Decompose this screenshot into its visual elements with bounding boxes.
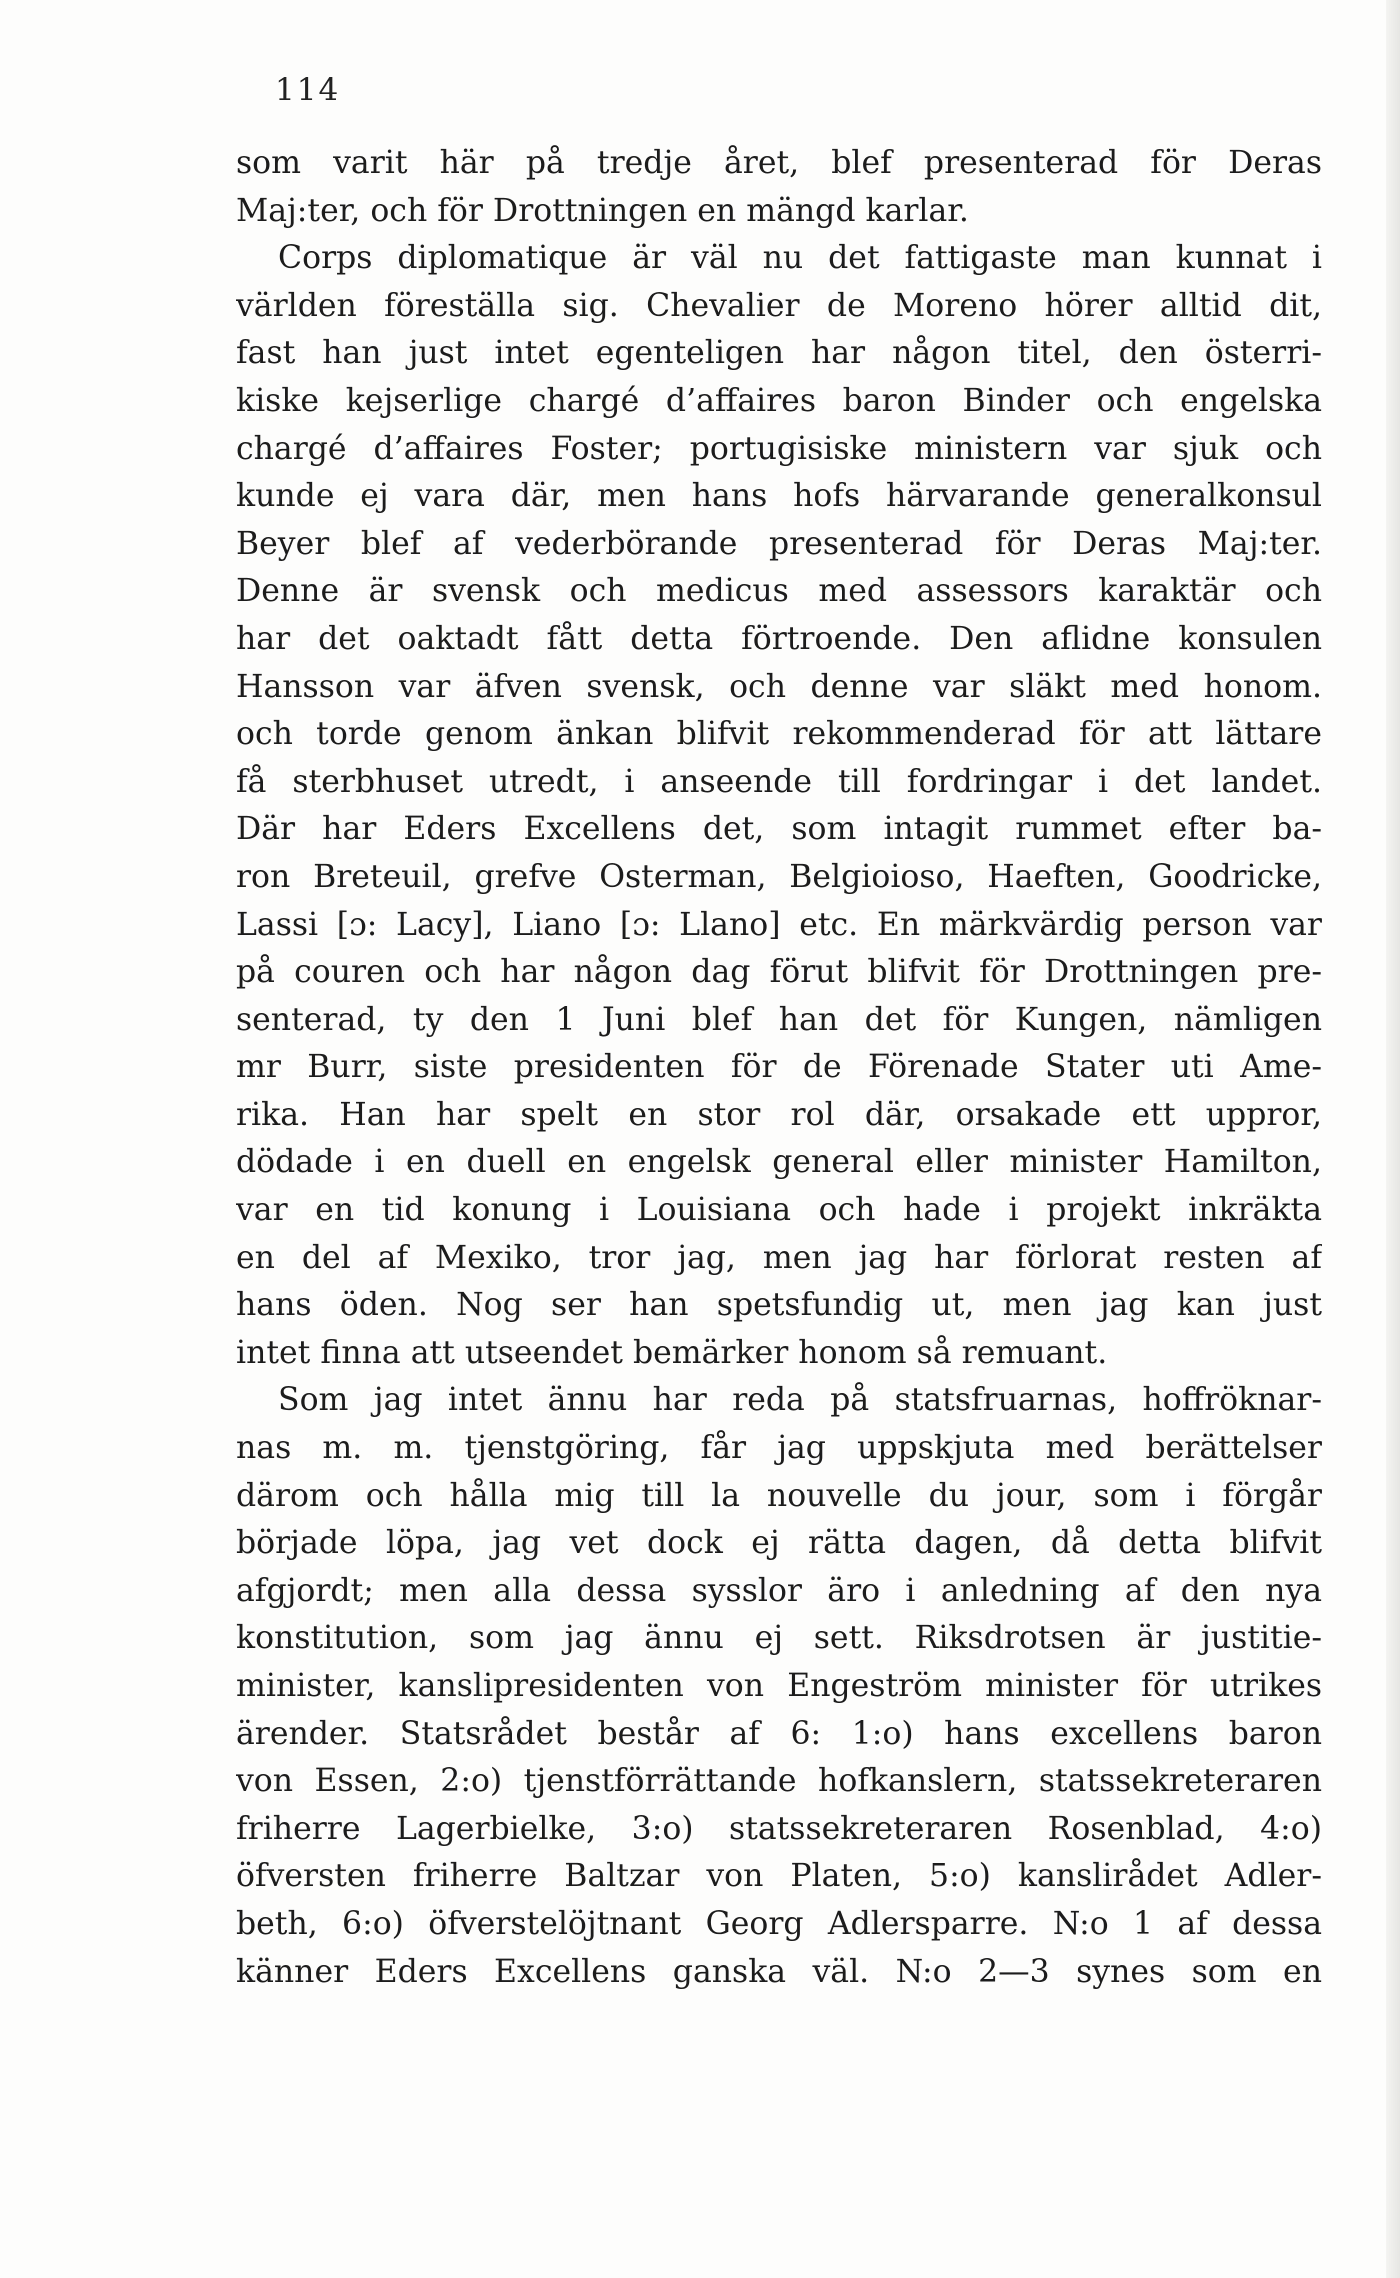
text-line: Lassi [ɔ: Lacy], Liano [ɔ: Llano] etc. En märkvärdig person var — [236, 906, 1322, 943]
text-line: Som jag intet ännu har reda på statsfruarnas, hoffröknar- — [278, 1382, 1322, 1419]
text-line: känner Eders Excellens ganska väl. N:o 2—3 synes som en — [236, 1953, 1322, 1990]
text-line: var en tid konung i Louisiana och hade i projekt inkräkta — [236, 1192, 1322, 1229]
text-line: få sterbhuset utredt, i anseende till fordringar i det landet. — [236, 763, 1322, 800]
text-line: friherre Lagerbielke, 3:o) statssekreteraren Rosenblad, 4:o) — [236, 1810, 1322, 1847]
text-line: kunde ej vara där, men hans hofs härvarande generalkonsul — [236, 478, 1322, 515]
text-line: Corps diplomatique är väl nu det fattigaste man kunnat i — [278, 240, 1322, 277]
text-line: afgjordt; men alla dessa sysslor äro i anledning af den nya — [236, 1572, 1322, 1609]
text-line: nas m. m. tjenstgöring, får jag uppskjuta med berättelser — [236, 1430, 1322, 1467]
text-line: senterad, ty den 1 Juni blef han det för Kungen, nämligen — [236, 1001, 1322, 1038]
text-line: som varit här på tredje året, blef presenterad för Deras — [236, 145, 1322, 181]
text-line: mr Burr, siste presidenten för de Förenade Stater uti Ame- — [236, 1049, 1322, 1086]
text-line: dödade i en duell en engelsk general eller minister Hamilton, — [236, 1144, 1322, 1181]
text-line: minister, kanslipresidenten von Engeström minister för utrikes — [236, 1668, 1322, 1704]
text-line: öfversten friherre Baltzar von Platen, 5:o) kanslirådet Adler- — [236, 1858, 1322, 1895]
body-text — [236, 140, 1322, 1996]
text-line: kiske kejserlige chargé d’affaires baron Binder och engelska — [236, 382, 1322, 419]
page-number: 114 — [275, 72, 341, 108]
text-line: fast han just intet egenteligen har någon titel, den österri- — [236, 335, 1322, 372]
text-line: en del af Mexiko, tror jag, men jag har förlorat resten af — [236, 1239, 1322, 1276]
text-line: chargé d’affaires Foster; portugisiske ministern var sjuk och — [236, 430, 1322, 467]
text-line: världen föreställa sig. Chevalier de Moreno hörer alltid dit, — [236, 287, 1322, 324]
text-line: har det oaktadt fått detta förtroende. Den aflidne konsulen — [236, 620, 1322, 657]
text-line: började löpa, jag vet dock ej rätta dagen, då detta blifvit — [236, 1525, 1322, 1562]
text-line: Beyer blef af vederbörande presenterad för Deras Maj:ter. — [236, 525, 1322, 562]
text-line: intet finna att utseendet bemärker honom så remuant. — [236, 1334, 1108, 1371]
text-line: Där har Eders Excellens det, som intagit rummet efter ba- — [236, 811, 1322, 848]
page-edge — [1386, 0, 1400, 2278]
text-line: hans öden. Nog ser han spetsfundig ut, men jag kan just — [236, 1287, 1322, 1324]
text-line: Hansson var äfven svensk, och denne var släkt med honom. — [236, 668, 1322, 705]
text-line: ron Breteuil, grefve Osterman, Belgioioso, Haeften, Goodricke, — [236, 858, 1322, 895]
text-line: ärender. Statsrådet består af 6: 1:o) hans excellens baron — [236, 1715, 1322, 1752]
text-line: rika. Han har spelt en stor rol där, orsakade ett uppror, — [236, 1096, 1322, 1133]
text-line: konstitution, som jag ännu ej sett. Riksdrotsen är justitie- — [236, 1620, 1322, 1657]
text-line: von Essen, 2:o) tjenstförrättande hofkanslern, statssekreteraren — [236, 1763, 1322, 1800]
text-line: och torde genom änkan blifvit rekommenderad för att lättare — [236, 716, 1322, 753]
text-line: beth, 6:o) öfverstelöjtnant Georg Adlersparre. N:o 1 af dessa — [236, 1905, 1322, 1942]
text-line: Maj:ter, och för Drottningen en mängd karlar. — [236, 192, 969, 229]
text-line: på couren och har någon dag förut blifvit för Drottningen pre- — [236, 954, 1322, 991]
text-line: Denne är svensk och medicus med assessors karaktär och — [236, 573, 1322, 610]
text-line: därom och hålla mig till la nouvelle du jour, som i förgår — [236, 1477, 1322, 1514]
